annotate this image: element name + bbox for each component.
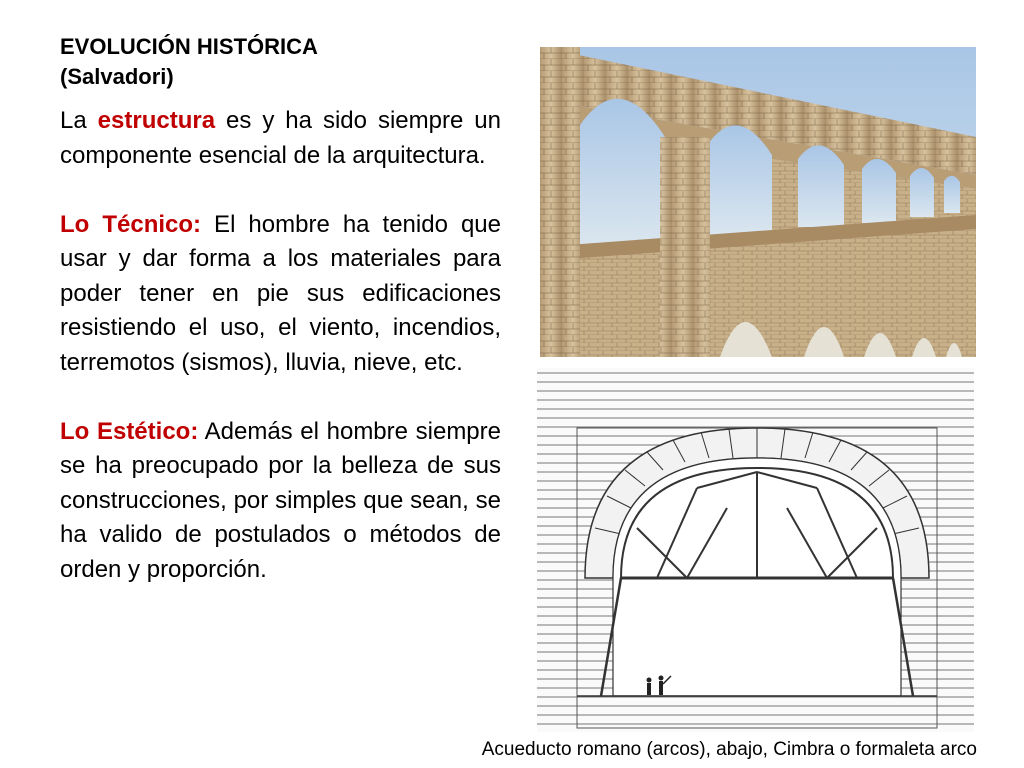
arch-centering-illustration <box>537 368 974 732</box>
intro-after: es y ha sido siempre un componente esencial de la arquitectura. <box>60 107 501 169</box>
body-text <box>60 104 501 587</box>
image-caption: Acueducto romano (arcos), abajo, Cimbra o formaleta arco <box>481 739 977 760</box>
tecnico-text: El hombre ha tenido que usar y dar forma a los materiales para poder tener en pie sus edificaciones resistiendo el uso, el viento, incendios, terremotos (sismos), lluvia, nieve, etc. <box>60 210 501 376</box>
aqueduct-photo <box>540 47 976 357</box>
intro-highlight: estructura <box>97 107 216 134</box>
tecnico-label: Lo Técnico: <box>60 210 202 238</box>
cimbra-drawing <box>537 368 974 732</box>
intro-before: La <box>60 107 98 134</box>
intro-paragraph <box>60 104 501 173</box>
slide-title <box>60 32 510 92</box>
estetico-label: Lo Estético: <box>60 417 199 445</box>
estetico-text: Además el hombre siempre se ha preocupado por la belleza de sus construcciones, por simples que sean, se ha valido de postulados o métodos de orden y proporción. <box>60 417 501 583</box>
title-line-2: (Salvadori) <box>60 64 174 89</box>
tecnico-paragraph <box>60 208 501 381</box>
title-line-1: EVOLUCIÓN HISTÓRICA <box>60 34 318 59</box>
estetico-paragraph <box>60 415 501 588</box>
aqueduct-illustration <box>540 47 976 357</box>
